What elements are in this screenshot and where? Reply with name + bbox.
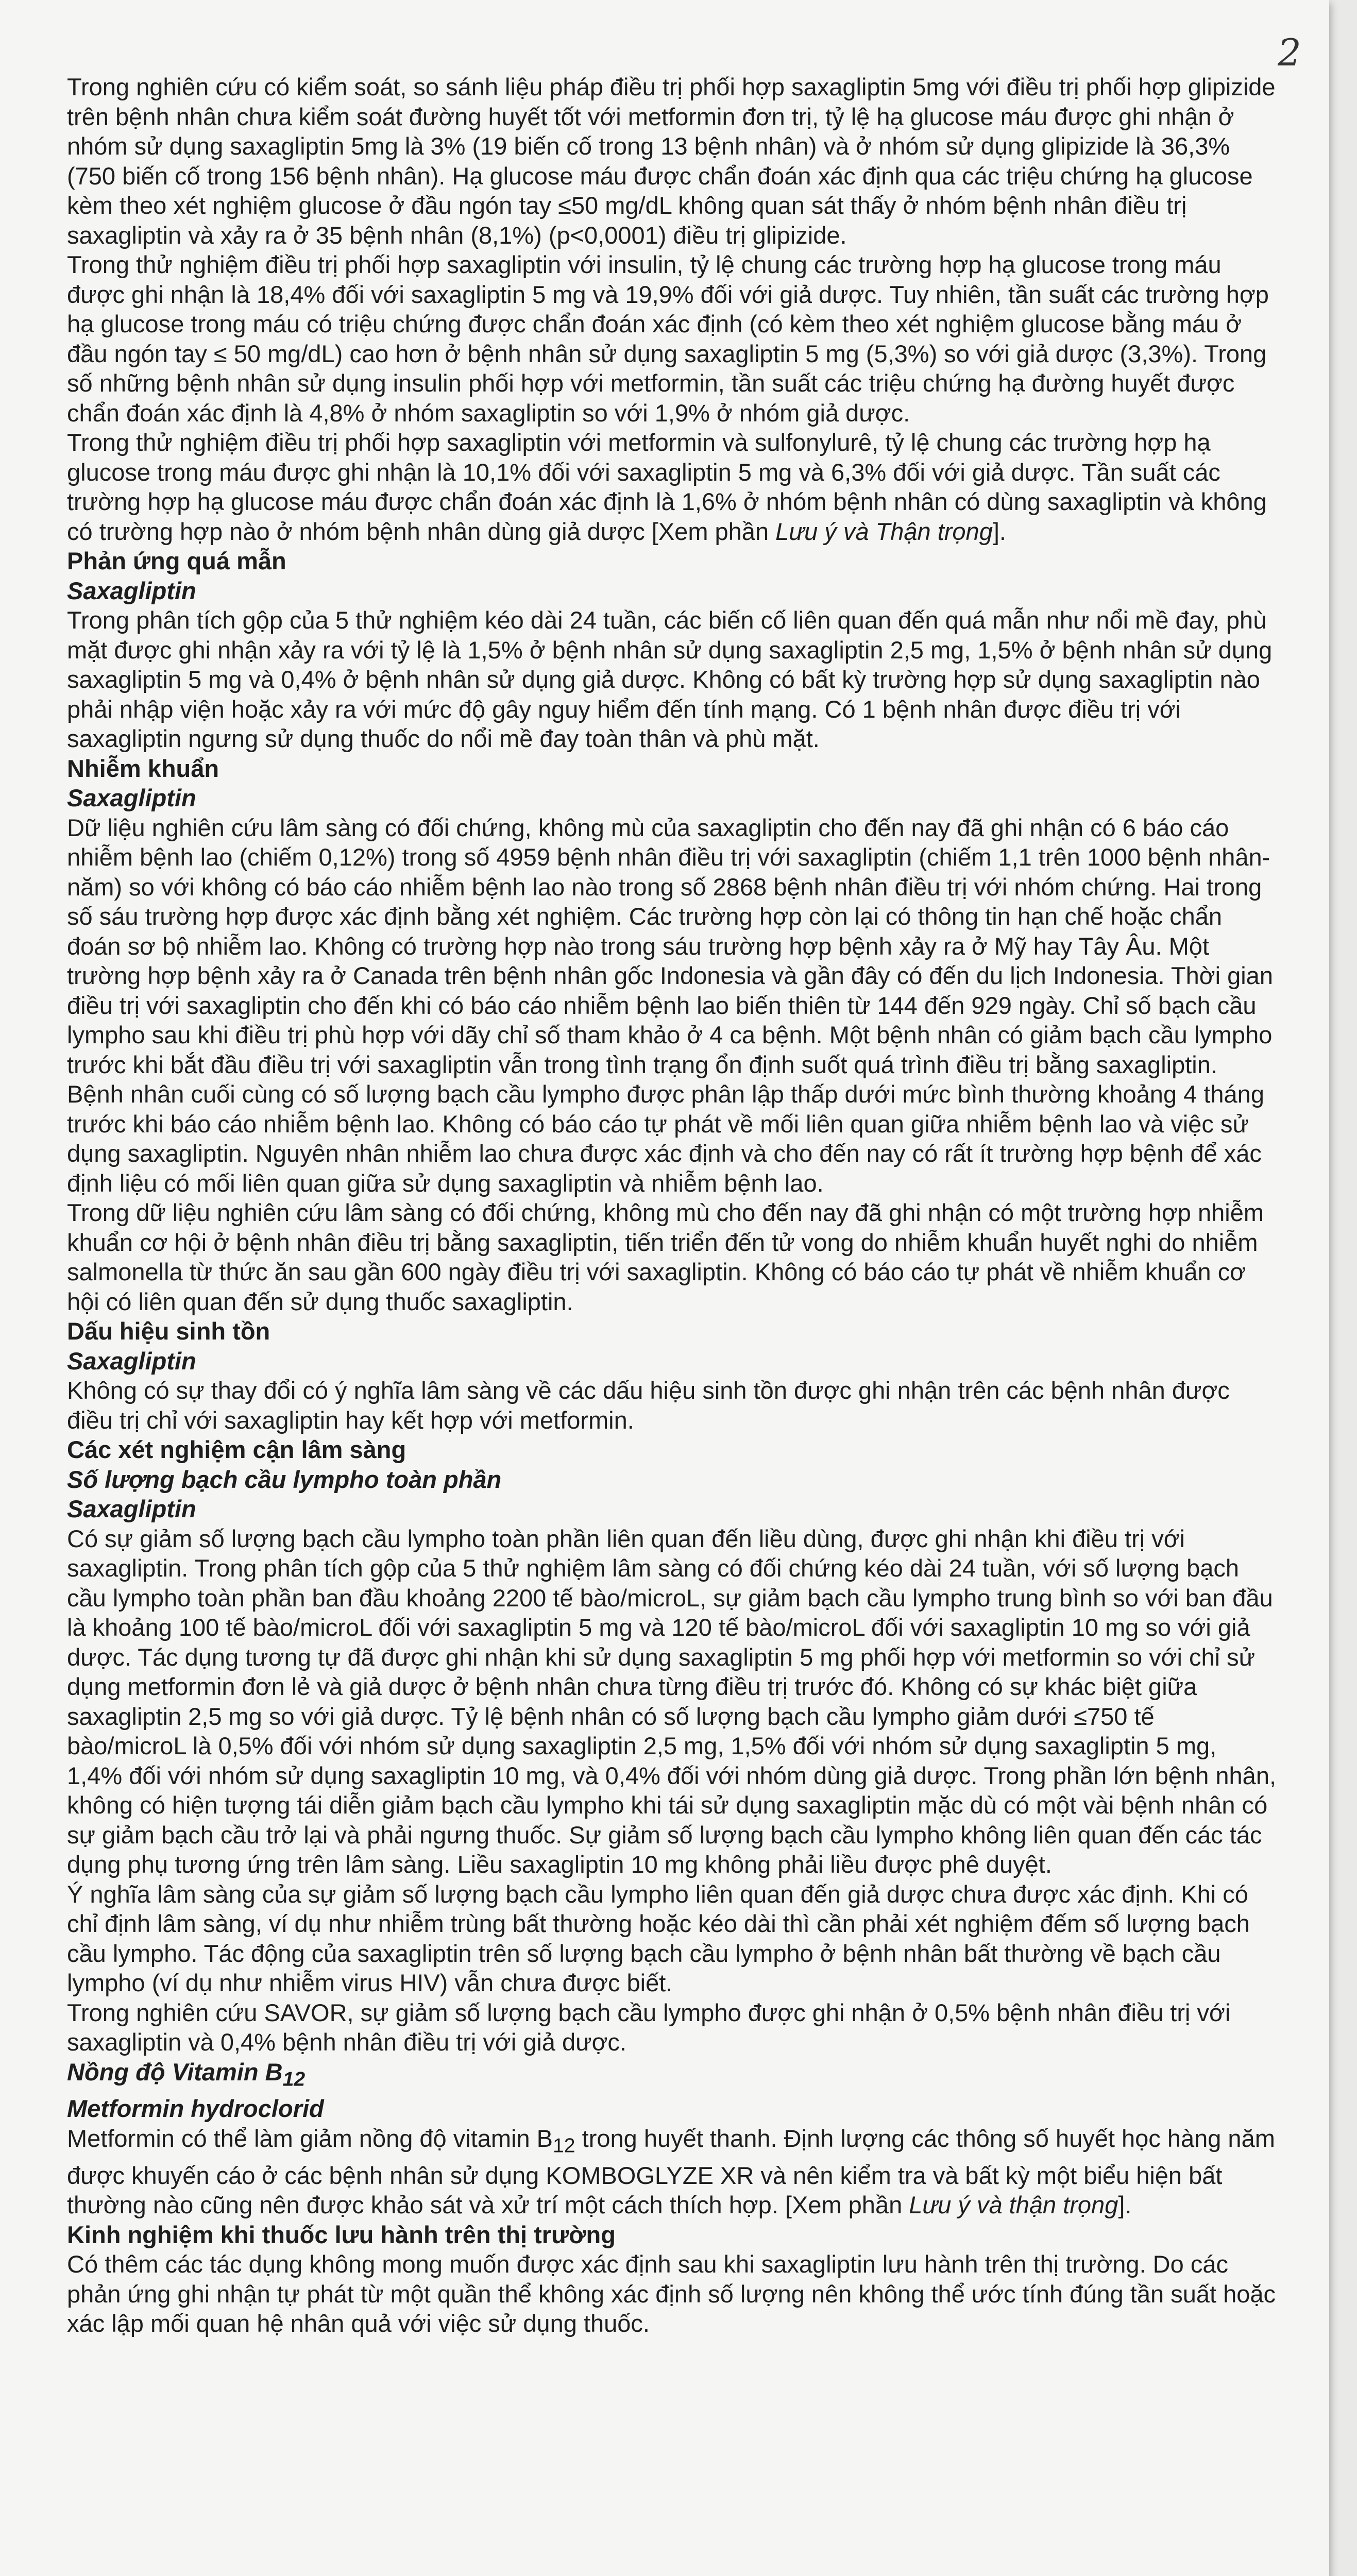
subheading-lymphocyte-count: Số lượng bạch cầu lympho toàn phần	[67, 1465, 502, 1493]
paragraph-savor-study: Trong nghiên cứu SAVOR, sự giảm số lượng bạch cầu lympho được ghi nhận ở 0,5% bệnh nhân điều trị với saxagliptin và 0,4% bệnh nhân điều trị với giả dược.	[67, 1998, 1231, 2056]
paragraph-text-end: ].	[1118, 2191, 1132, 2219]
page-number-mark: 2	[1278, 31, 1301, 74]
heading-lab-tests: Các xét nghiệm cận lâm sàng	[67, 1436, 406, 1463]
paragraph-text-end: ].	[992, 517, 1006, 545]
subheading-saxagliptin: Saxagliptin	[67, 1347, 196, 1375]
paragraph-hypoglycemia-insulin: Trong thử nghiệm điều trị phối hợp saxagliptin với insulin, tỷ lệ chung các trường hợp hạ glucose trong máu được ghi nhận là 18,4% đối với saxagliptin 5 mg và 19,9% đối với giả dược. Tuy nhiên, tần suất các trường hợp hạ glucose trong máu có triệu chứng được chẩn đoán xác định (có kèm theo xét nghiệm glucose bằng máu ở đầu ngón tay ≤ 50 mg/dL) cao hơn ở bệnh nhân sử dụng saxagliptin 5 mg (5,3%) so với giả dược (3,3%). Trong số những bệnh nhân sử dụng insulin phối hợp với metformin, tần suất các triệu chứng hạ đường huyết được chẩn đoán xác định là 4,8% ở nhóm saxagliptin so với 1,9% ở nhóm giả dược.	[67, 251, 1269, 427]
paragraph-hypoglycemia-glipizide: Trong nghiên cứu có kiểm soát, so sánh liệu pháp điều trị phối hợp saxagliptin 5mg với điều trị phối hợp glipizide trên bệnh nhân chưa kiểm soát đường huyết tốt với metformin đơn trị, tỷ lệ hạ glucose máu được ghi nhận ở nhóm sử dụng saxagliptin 5mg là 3% (19 biến cố trong 13 bệnh nhân) và ở nhóm sử dụng glipizide là 36,3% (750 biến cố trong 156 bệnh nhân). Hạ glucose máu được chẩn đoán xác định qua các triệu chứng hạ glucose kèm theo xét nghiệm glucose ở đầu ngón tay ≤50 mg/dL không quan sát thấy ở nhóm bệnh nhân điều trị saxagliptin và xảy ra ở 35 bệnh nhân (8,1%) (p<0,0001) điều trị glipizide.	[67, 73, 1276, 249]
heading-infection: Nhiễm khuẩn	[67, 754, 219, 782]
paragraph-text: Metformin có thể làm giảm nồng độ vitamin B	[67, 2124, 553, 2152]
paragraph-lymphocyte-significance: Ý nghĩa lâm sàng của sự giảm số lượng bạch cầu lympho liên quan đến giả dược chưa được xác định. Khi có chỉ định lâm sàng, ví dụ như nhiễm trùng bất thường hoặc kéo dài thì cần phải xét nghiệm đếm số lượng bạch cầu lympho. Tác động của saxagliptin trên số lượng bạch cầu lympho ở bệnh nhân bất thường về bạch cầu lympho (ví dụ như nhiễm virus HIV) vẫn chưa được biết.	[67, 1880, 1250, 1996]
heading-vital-signs: Dấu hiệu sinh tồn	[67, 1317, 270, 1345]
heading-postmarketing: Kinh nghiệm khi thuốc lưu hành trên thị trường	[67, 2221, 616, 2248]
paragraph-vital-signs: Không có sự thay đổi có ý nghĩa lâm sàng về các dấu hiệu sinh tồn được ghi nhận trên các bệnh nhân được điều trị chỉ với saxagliptin hay kết hợp với metformin.	[67, 1377, 1230, 1434]
paragraph-opportunistic-infection: Trong dữ liệu nghiên cứu lâm sàng có đối chứng, không mù cho đến nay đã ghi nhận có một trường hợp nhiễm khuẩn cơ hội ở bệnh nhân điều trị bằng saxagliptin, tiến triển đến tử vong do nhiễm khuẩn huyết nghi do nhiễm salmonella từ thức ăn sau gần 600 ngày điều trị với saxagliptin. Không có báo cáo tự phát về nhiễm khuẩn cơ hội có liên quan đến sử dụng thuốc saxagliptin.	[67, 1199, 1264, 1315]
subheading-saxagliptin: Saxagliptin	[67, 577, 196, 604]
paragraph-hypoglycemia-sulfonylurea	[67, 428, 1278, 546]
subscript-12: 12	[553, 2134, 575, 2157]
paragraph-tuberculosis: Dữ liệu nghiên cứu lâm sàng có đối chứng, không mù của saxagliptin cho đến nay đã ghi nhận có 6 báo cáo nhiễm bệnh lao (chiếm 0,12%) trong số 4959 bệnh nhân điều trị với saxagliptin (chiếm 1,1 trên 1000 bệnh nhân-năm) so với không có báo cáo nhiễm bệnh lao nào trong số 2868 bệnh nhân điều trị với nhóm chứng. Hai trong số sáu trường hợp được xác định bằng xét nghiệm. Các trường hợp còn lại có thông tin hạn chế hoặc chẩn đoán sơ bộ nhiễm lao. Không có trường hợp nào trong sáu trường hợp bệnh xảy ra ở Mỹ hay Tây Âu. Một trường hợp bệnh xảy ra ở Canada trên bệnh nhân gốc Indonesia và gần đây có đến du lịch Indonesia. Thời gian điều trị với saxagliptin cho đến khi có báo cáo nhiễm bệnh lao biến thiên từ 144 đến 929 ngày. Chỉ số bạch cầu lympho sau khi điều trị phù hợp với dãy chỉ số tham khảo ở 4 ca bệnh. Một bệnh nhân có giảm bạch cầu lympho trước khi bắt đầu điều trị với saxagliptin vẫn trong tình trạng ổn định suốt quá trình điều trị bằng saxagliptin. Bệnh nhân cuối cùng có số lượng bạch cầu lympho được phân lập thấp dưới mức bình thường khoảng 4 tháng trước khi báo cáo nhiễm bệnh lao. Không có báo cáo tự phát về mối liên quan giữa nhiễm bệnh lao và việc sử dụng saxagliptin. Nguyên nhân nhiễm lao chưa được xác định và cho đến nay có rất ít trường hợp bệnh để xác định liệu có mối liên quan giữa sử dụng saxagliptin và nhiễm bệnh lao.	[67, 814, 1273, 1197]
heading-hypersensitivity: Phản ứng quá mẫn	[67, 547, 286, 574]
paragraph-hypersensitivity: Trong phân tích gộp của 5 thử nghiệm kéo dài 24 tuần, các biến cố liên quan đến quá mẫn như nổi mề đay, phù mặt được ghi nhận xảy ra với tỷ lệ là 1,5% ở bệnh nhân sử dụng saxagliptin 2,5 mg, 1,5% ở bệnh nhân sử dụng saxagliptin 5 mg và 0,4% ở bệnh nhân sử dụng giả dược. Không có bất kỳ trường hợp sử dụng saxagliptin nào phải nhập viện hoặc xảy ra với mức độ gây nguy hiểm đến tính mạng. Có 1 bệnh nhân được điều trị với saxagliptin ngưng sử dụng thuốc do nổi mề đay toàn thân và phù mặt.	[67, 606, 1273, 752]
cross-reference: Lưu ý và thận trọng	[909, 2191, 1118, 2219]
paragraph-postmarketing: Có thêm các tác dụng không mong muốn được xác định sau khi saxagliptin lưu hành trên thị trường. Do các phản ứng ghi nhận tự phát từ một quần thể không xác định số lượng nên không thể ước tính đúng tần suất hoặc xác lập mối quan hệ nhân quả với việc sử dụng thuốc.	[67, 2250, 1276, 2337]
document-body	[67, 72, 1278, 2338]
subscript-12: 12	[282, 2067, 306, 2090]
subheading-saxagliptin: Saxagliptin	[67, 784, 196, 811]
subheading-metformin: Metformin hydroclorid	[67, 2095, 324, 2123]
paragraph-text-cont: trong huyết thanh. Định lượng các thông số huyết học hàng năm được khuyến cáo ở các bệnh nhân sử dụng KOMBOGLYZE XR và nên kiểm tra và bất kỳ một biểu hiện bất thường nào cũng nên được khảo sát và xử trí một cách thích hợp. [Xem phần	[67, 2124, 1275, 2219]
paragraph-vitamin-b12	[67, 2124, 1278, 2220]
heading-vitamin-b12	[67, 2057, 1278, 2094]
subheading-saxagliptin: Saxagliptin	[67, 1495, 196, 1522]
paragraph-lymphocyte-decrease: Có sự giảm số lượng bạch cầu lympho toàn phần liên quan đến liều dùng, được ghi nhận khi điều trị với saxagliptin. Trong phân tích gộp của 5 thử nghiệm lâm sàng có đối chứng kéo dài 24 tuần, với số lượng bạch cầu lympho toàn phần ban đầu khoảng 2200 tế bào/microL, sự giảm bạch cầu lympho trung bình so với ban đầu là khoảng 100 tế bào/microL đối với saxagliptin 5 mg và 120 tế bào/microL đối với saxagliptin 10 mg so với giả dược. Tác dụng tương tự đã được ghi nhận khi sử dụng saxagliptin 5 mg phối hợp với metformin so với chỉ sử dụng metformin đơn lẻ và giả dược ở bệnh nhân chưa từng điều trị trước đó. Không có sự khác biệt giữa saxagliptin 2,5 mg so với giả dược. Tỷ lệ bệnh nhân có số lượng bạch cầu lympho giảm dưới ≤750 tế bào/microL là 0,5% đối với nhóm sử dụng saxagliptin 2,5 mg, 1,5% đối với nhóm sử dụng saxagliptin 5 mg, 1,4% đối với nhóm sử dụng saxagliptin 10 mg, và 0,4% đối với nhóm dùng giả dược. Trong phần lớn bệnh nhân, không có hiện tượng tái diễn giảm bạch cầu lympho khi tái sử dụng saxagliptin mặc dù có một vài bệnh nhân có sự giảm bạch cầu trở lại và phải ngưng thuốc. Sự giảm số lượng bạch cầu lympho không liên quan đến các tác dụng phụ tương ứng trên lâm sàng. Liều saxagliptin 10 mg không phải liều được phê duyệt.	[67, 1524, 1277, 1878]
paragraph-text: Trong thử nghiệm điều trị phối hợp saxagliptin với metformin và sulfonylurê, tỷ lệ chung các trường hợp hạ glucose trong máu được ghi nhận là 10,1% đối với saxagliptin 5 mg và 6,3% đối với giả dược. Tần suất các trường hợp hạ glucose máu được chẩn đoán xác định là 1,6% ở nhóm bệnh nhân có dùng saxagliptin và không có trường hợp nào ở nhóm bệnh nhân dùng giả dược [Xem phần	[67, 429, 1267, 545]
heading-text: Nồng độ Vitamin B	[67, 2058, 283, 2086]
cross-reference: Lưu ý và Thận trọng	[775, 517, 993, 545]
